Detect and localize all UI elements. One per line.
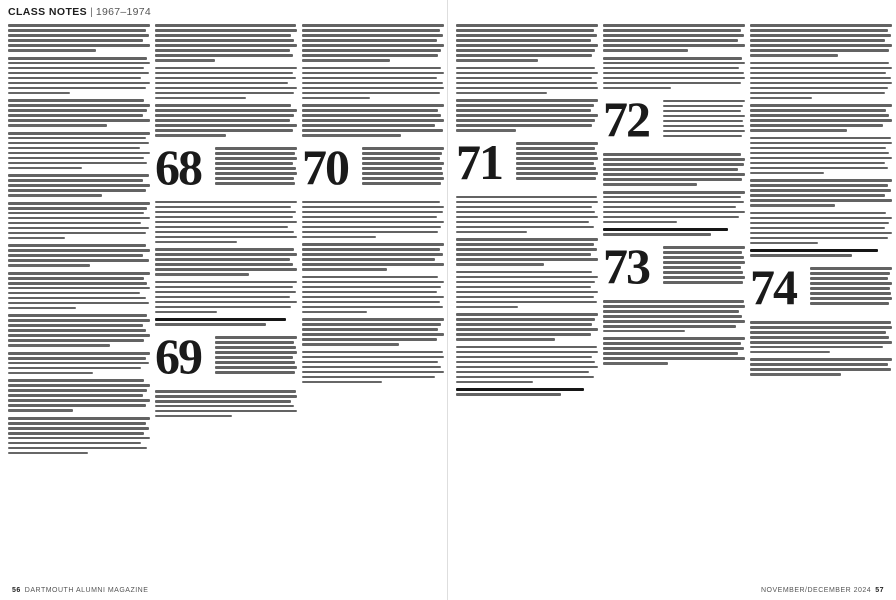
footer-right	[761, 587, 888, 594]
class-note-paragraph	[750, 179, 892, 207]
class-note-paragraph	[8, 174, 150, 197]
class-year-73	[603, 237, 745, 296]
class-note-paragraph	[456, 313, 598, 341]
class-year-70	[302, 138, 444, 197]
class-note-signoff	[456, 388, 598, 396]
class-note-paragraph	[8, 379, 150, 412]
class-year-71	[456, 133, 598, 192]
footer-left	[8, 587, 148, 594]
class-note-paragraph	[750, 358, 892, 376]
text-column-5	[603, 22, 745, 580]
class-note-paragraph	[456, 67, 598, 95]
class-note-paragraph	[8, 132, 150, 169]
class-note-signoff	[155, 318, 297, 326]
class-note-signoff	[603, 228, 745, 236]
class-note-paragraph	[8, 24, 150, 52]
header-separator: |	[90, 6, 93, 18]
class-note-paragraph	[456, 196, 598, 233]
page-number: 56	[12, 587, 21, 594]
class-note-paragraph	[456, 24, 598, 61]
class-note-paragraph	[8, 202, 150, 239]
class-note-paragraph	[750, 104, 892, 132]
text-column-4	[456, 22, 598, 580]
page-number: 57	[875, 587, 884, 594]
text-column-2	[155, 22, 297, 580]
class-year-69	[155, 327, 297, 386]
class-note-paragraph	[155, 104, 297, 137]
class-year-number: 68	[155, 138, 201, 195]
class-note-paragraph	[603, 57, 745, 90]
class-year-range: 1967–1974	[95, 6, 152, 18]
class-note-paragraph	[155, 281, 297, 314]
class-year-68	[155, 138, 297, 197]
class-year-72	[603, 91, 745, 149]
class-note-paragraph	[302, 318, 444, 346]
publication-name: DARTMOUTH ALUMNI MAGAZINE	[24, 587, 149, 594]
class-note-paragraph	[750, 24, 892, 57]
class-note-paragraph	[750, 137, 892, 174]
class-note-paragraph	[456, 99, 598, 132]
class-year-number: 69	[155, 327, 201, 384]
text-column-3	[302, 22, 444, 580]
text-column-6	[750, 22, 892, 580]
class-note-paragraph	[603, 191, 745, 224]
class-note-paragraph	[456, 271, 598, 308]
class-note-paragraph	[8, 417, 150, 454]
class-note-paragraph	[456, 238, 598, 266]
class-year-number: 72	[603, 91, 649, 148]
class-note-paragraph	[302, 201, 444, 238]
class-note-paragraph	[155, 390, 297, 418]
class-note-paragraph	[456, 346, 598, 383]
class-note-paragraph	[8, 352, 150, 375]
class-note-paragraph	[302, 24, 444, 61]
class-year-number: 70	[302, 138, 348, 195]
class-note-paragraph	[302, 351, 444, 384]
class-year-74	[750, 258, 892, 317]
class-note-paragraph	[750, 212, 892, 245]
class-note-paragraph	[302, 67, 444, 100]
class-note-paragraph	[155, 248, 297, 276]
right-page	[448, 0, 896, 600]
class-note-paragraph	[302, 104, 444, 137]
issue-date: NOVEMBER/DECEMBER 2024	[761, 587, 872, 594]
class-note-paragraph	[750, 62, 892, 99]
section-title: CLASS NOTES	[8, 6, 88, 18]
running-header	[8, 6, 151, 18]
class-note-paragraph	[603, 24, 745, 52]
class-year-number: 74	[750, 258, 796, 315]
class-note-paragraph	[750, 321, 892, 354]
class-note-paragraph	[603, 153, 745, 186]
class-year-number: 73	[603, 237, 649, 294]
class-note-paragraph	[8, 314, 150, 347]
class-note-signoff	[750, 249, 892, 257]
class-year-number: 71	[456, 133, 502, 190]
text-column-1	[8, 22, 150, 580]
class-note-paragraph	[155, 201, 297, 243]
class-note-paragraph	[8, 272, 150, 309]
class-note-paragraph	[155, 67, 297, 100]
class-note-paragraph	[8, 57, 150, 94]
class-note-paragraph	[155, 24, 297, 61]
class-note-paragraph	[603, 337, 745, 365]
class-note-paragraph	[8, 244, 150, 267]
class-note-paragraph	[302, 276, 444, 313]
class-note-paragraph	[302, 243, 444, 271]
class-note-paragraph	[603, 300, 745, 333]
class-note-paragraph	[8, 99, 150, 127]
